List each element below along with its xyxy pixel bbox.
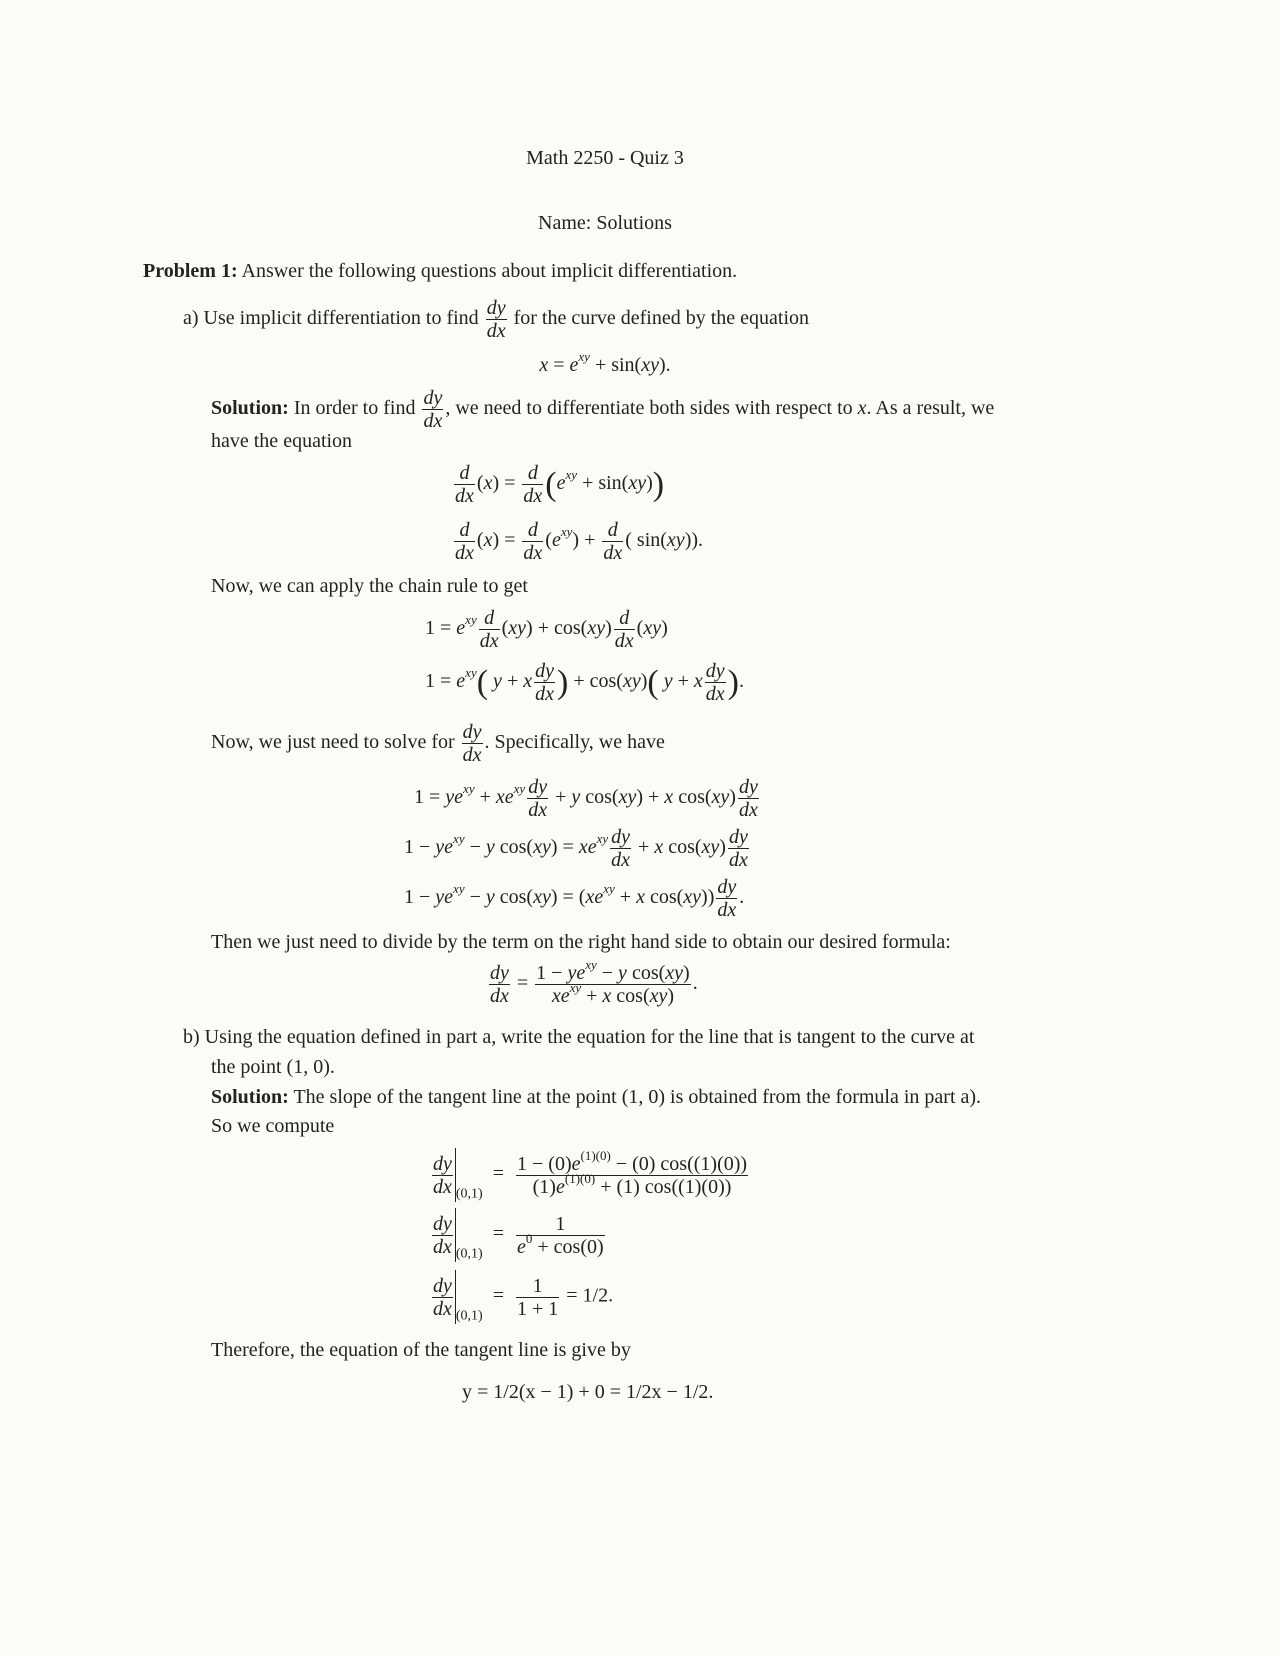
part-a-prompt-after: for the curve defined by the equation [513,307,810,330]
part-b-prompt-line1: Using the equation defined in part a, write the equation for the line that is tangent to the curve at [204,1026,975,1048]
equation-final-derivative: $\frac{dy}{dx}$ = $\frac{1 - ye^{xy} - y \cos(xy)}{xe^{xy} + x \cos(xy)}$ . [490,957,698,1007]
solution-a-text-2: , we need to differentiate both sides with respect to [445,397,853,420]
dy-dx-fraction: $\frac{dy}{dx}$ [486,297,506,342]
eval-step-2: $\frac{dy}{dx}$ $_{(0,1)}$ = $\frac{1}{e^0 + \cos(0)}$ [430,1208,607,1267]
solution-b-text: The slope of the tangent line at the point (1, 0) is obtained from the formula in part a). [293,1086,982,1108]
tangent-line-equation: y = 1/2(x − 1) + 0 = 1/2x − 1/2. [462,1381,714,1403]
solution-a-text-1: In order to find [293,397,416,420]
solution-a-text-3: . As a result, we [866,397,995,420]
name-line: Name: Solutions [538,212,672,234]
problem-text: Answer the following questions about implicit differentiation. [241,260,738,282]
dy-dx-fraction: $\frac{dy}{dx}$ [423,387,443,432]
divide-text: Then we just need to divide by the term on the right hand side to obtain our desired formula: [211,931,951,953]
slope-result: = 1/2. [566,1284,614,1307]
problem-heading [143,259,737,283]
eval-step-3: $\frac{dy}{dx}$ $_{(0,1)}$ = $\frac{1}{1 + 1}$ = 1/2. [430,1270,613,1329]
equation-diff-both-sides: $\frac{d}{dx}$ (x) = $\frac{d}{dx}$ $(e^{xy} + \sin(xy))$ [455,462,665,507]
part-a-prompt-before: Use implicit differentiation to find [203,307,479,330]
solution-b-line2: So we compute [211,1115,335,1137]
eval-point: (0,1) [455,1246,483,1262]
chain-rule-text: Now, we can apply the chain rule to get [211,575,528,597]
solve-text-2: . Specifically, we have [484,731,665,754]
solution-a-label: Solution: [211,397,289,420]
equation-chain-rule-2: $1 = e^{xy}$( y + x $\frac{dy}{dx}$ ) + cos(xy)( y + x $\frac{dy}{dx}$ ). [425,660,744,705]
equation-rearranged: $1 - ye^{xy} - y$ $\cos(xy) = xe^{xy}$ $\frac{dy}{dx}$ + x cos(xy) $\frac{dy}{dx}$ [404,826,748,871]
eval-point: (0,1) [455,1308,483,1324]
curve-equation: $x = e^{xy} + \sin(xy)$. [539,349,671,376]
eval-point: (0,1) [455,1186,483,1202]
therefore-text: Therefore, the equation of the tangent line is give by [211,1339,631,1361]
solve-text-1: Now, we just need to solve for [211,731,455,754]
equation-factored: $1 - ye^{xy} - y$ $\cos(xy) = (xe^{xy} + x$ cos(xy)) $\frac{dy}{dx}$ . [404,876,745,921]
part-b-marker: b) [183,1026,200,1048]
equation-chain-rule-1: $1 = e^{xy}$ $\frac{d}{dx}$ (xy) + cos(xy) $\frac{d}{dx}$ (xy) [425,607,668,652]
part-b-prompt-line2: the point (1, 0). [211,1056,335,1078]
eval-step-1: $\frac{dy}{dx}$ $_{(0,1)}$ = $\frac{1 - (0)e^{(1)(0)} - (0) \cos((1)(0))}{(1)e^{(1)(0)} + (1) \cos((1)(0))}$ [433,1147,748,1202]
solution-b-label: Solution: [211,1086,289,1108]
part-b-prompt [183,1025,974,1049]
part-a-prompt [183,297,809,342]
solve-for-text [211,721,665,766]
quiz-title: Math 2250 - Quiz 3 [526,147,684,169]
equation-expanded: $1 = ye^{xy} + xe^{xy}$ $\frac{dy}{dx}$ + y cos(xy) + x cos(xy) $\frac{dy}{dx}$ [414,776,758,821]
equation-split-sum: $\frac{d}{dx}$ (x) = $\frac{d}{dx}$ $(e^{xy})$ + $\frac{d}{dx}$ ( sin(xy)). [455,519,704,564]
solution-a-intro: Solution: In order to find $\frac{dy}{dx}$ , we need to differentiate both sides with respect to x. As a result, we [211,387,995,432]
solution-b-line1 [211,1085,981,1109]
solution-a-text-4: have the equation [211,430,353,452]
problem-label: Problem 1: [143,260,238,282]
dy-dx-fraction: $\frac{dy}{dx}$ [462,721,482,766]
part-a-marker: a) [183,307,199,330]
